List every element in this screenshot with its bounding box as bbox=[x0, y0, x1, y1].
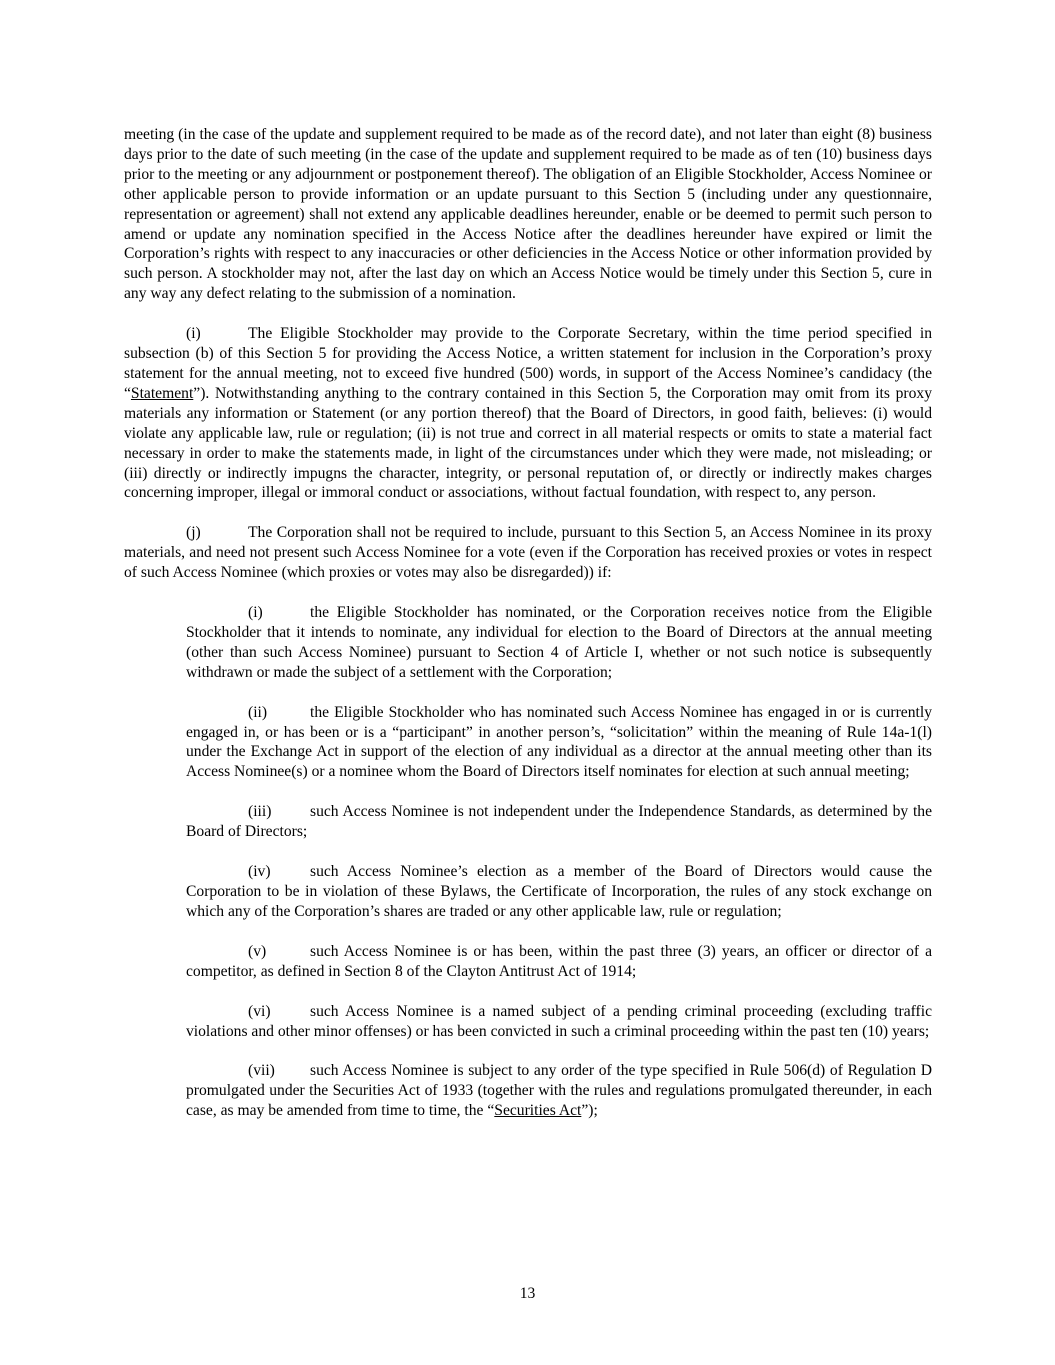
list-item bbox=[186, 703, 932, 783]
section-j-label: (j) bbox=[186, 524, 201, 542]
section-j-paragraph bbox=[124, 523, 932, 583]
section-i-label: (i) bbox=[186, 325, 201, 343]
list-item bbox=[186, 1002, 932, 1042]
section-i-paragraph bbox=[124, 324, 932, 503]
list-item-label: (v) bbox=[248, 942, 267, 960]
list-item-label: (ii) bbox=[248, 703, 268, 721]
list-item bbox=[186, 1061, 932, 1121]
securities-act-defined-term: Securities Act bbox=[494, 1102, 582, 1120]
section-i-text-after: ”). Notwithstanding anything to the contrary contained in this Section 5, the Corporation may omit from its proxy materials any information or Statement (or any portion thereof) that the Board of Directors, in good faith, believes: (i) would violate any applicable law, rule or regulation; (ii) is not true and correct in all material respects or omits to state a material fact necessary in order to make the statements made, in light of the circumstances under which they were made, not misleading; or (iii) directly or indirectly impugns the character, integrity, or personal reputation of, or directly or indirectly makes charges concerning improper, illegal or immoral conduct or associations, without factual foundation, with respect to, any person. bbox=[124, 384, 932, 502]
statement-defined-term: Statement bbox=[130, 384, 194, 402]
list-item-text: such Access Nominee is or has been, within the past three (3) years, an officer or director of a competitor, as defined in Section 8 of the Clayton Antitrust Act of 1914; bbox=[186, 942, 932, 980]
list-item-text-after: ”); bbox=[581, 1102, 598, 1120]
list-item-text: the Eligible Stockholder who has nominated such Access Nominee has engaged in or is currently engaged in, or has been or is a “participant” in another person’s, “solicitation” within the meaning of Rule 14a-1(l) under the Exchange Act in support of the election of any individual as a director at the annual meeting other than its Access Nominee(s) or a nominee whom the Board of Directors itself nominates for election at such annual meeting; bbox=[186, 703, 932, 781]
list-item bbox=[186, 862, 932, 922]
list-item bbox=[186, 942, 932, 982]
list-item-text: such Access Nominee is a named subject of a pending criminal proceeding (excluding traffic violations and other minor offenses) or has been convicted in such a criminal proceeding within the past ten (10) years; bbox=[186, 1002, 932, 1040]
list-item-text: such Access Nominee’s election as a member of the Board of Directors would cause the Corporation to be in violation of these Bylaws, the Certificate of Incorporation, the rules of any stock exchange on which any of the Corporation’s shares are traded or any other applicable law, rule or regulation; bbox=[186, 863, 932, 920]
section-i-text-before: The Eligible Stockholder may provide to the Corporate Secretary, within the time period specified in subsection (b) of this Section 5 for providing the Access Notice, a written statement for inclusion in the Corporation’s proxy statement for the annual meeting, not to exceed five hundred (500) words, in support of the Access Nominee’s candidacy (the “ bbox=[124, 325, 932, 402]
list-item-label: (iii) bbox=[248, 803, 272, 821]
continuation-paragraph: meeting (in the case of the update and supplement required to be made as of the record date), and not later than eight (8) business days prior to the date of such meeting (in the case of the update and supplement required to be made as of ten (10) business days prior to the meeting or any adjournment or postponement thereof). The obligation of an Eligible Stockholder, Access Nominee or other applicable person to provide information or an update pursuant to this Section 5 (including under any questionnaire, representation or agreement) shall not extend any applicable deadlines hereunder, enable or be deemed to permit such person to amend or update any nomination specified in the Access Notice after the deadlines hereunder have expired or limit the Corporation’s rights with respect to any inaccuracies or other deficiencies in the Access Notice or other information provided by such person. A stockholder may not, after the last day on which an Access Notice would be timely under this Section 5, cure in any way any defect relating to the submission of a nomination. bbox=[124, 126, 932, 303]
list-item-label: (vi) bbox=[248, 1002, 271, 1020]
page-number: 13 bbox=[519, 1285, 536, 1302]
list-item bbox=[186, 802, 932, 842]
list-item-text: such Access Nominee is not independent under the Independence Standards, as determined by the Board of Directors; bbox=[186, 803, 932, 841]
page-body bbox=[124, 125, 932, 1121]
list-item-text: the Eligible Stockholder has nominated, or the Corporation receives notice from the Eligible Stockholder that it intends to nominate, any individual for election to the Board of Directors at the annual meeting (other than such Access Nominee) pursuant to Section 4 of Article I, whether or not such notice is subsequently withdrawn or made the subject of a settlement with the Corporation; bbox=[186, 604, 932, 681]
list-item-label: (i) bbox=[248, 604, 263, 622]
list-item bbox=[186, 603, 932, 683]
list-item-label: (iv) bbox=[248, 863, 271, 881]
list-item-label: (vii) bbox=[248, 1062, 275, 1080]
section-j-text: The Corporation shall not be required to include, pursuant to this Section 5, an Access Nominee in its proxy materials, and need not present such Access Nominee for a vote (even if the Corporation has received proxies or votes in respect of such Access Nominee (which proxies or votes may also be disregarded)) if: bbox=[124, 524, 932, 582]
list-item-text-before: such Access Nominee is subject to any order of the type specified in Rule 506(d) of Regulation D promulgated under the Securities Act of 1933 (together with the rules and regulations promulgated thereunder, in each case, as may be amended from time to time, the “ bbox=[186, 1062, 932, 1120]
